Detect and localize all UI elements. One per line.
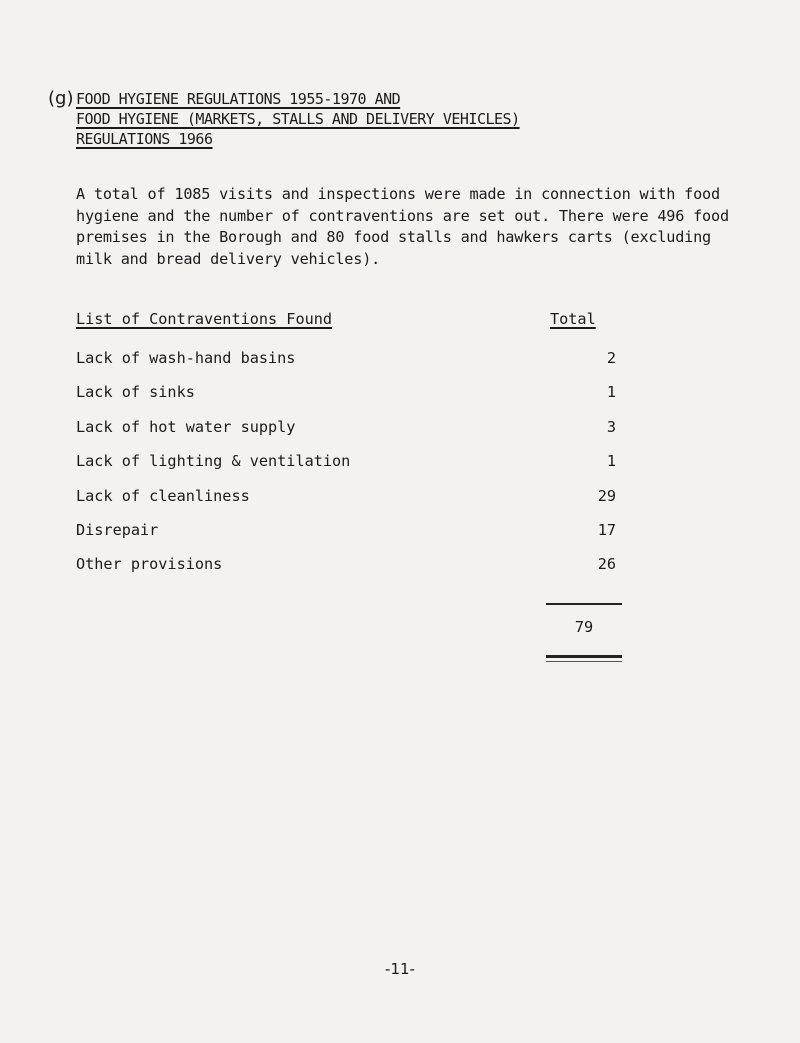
grand-total-value: 79 — [574, 618, 594, 636]
row-value: 1 — [606, 452, 616, 471]
total-rule-top — [546, 603, 622, 605]
row-label: Lack of hot water supply — [76, 417, 296, 436]
row-value: 2 — [606, 349, 616, 367]
row-value: 1 — [606, 383, 616, 402]
row-value: 3 — [606, 417, 616, 436]
contraventions-table — [76, 349, 616, 590]
section-marker: (g) — [48, 88, 74, 109]
table-row — [76, 349, 616, 383]
heading-line-2: FOOD HYGIENE (MARKETS, STALLS AND DELIVERY VEHICLES) — [76, 110, 520, 128]
total-rule-bottom — [546, 655, 622, 658]
row-value: 17 — [597, 520, 616, 539]
table-row — [76, 452, 616, 486]
intro-paragraph: A total of 1085 visits and inspections were made in connection with food hygiene and the number of contraventions are set out. There were 496 food premises in the Borough and 80 food stalls and hawkers carts (excluding milk and bread delivery vehicles). — [76, 185, 729, 268]
row-label: Lack of cleanliness — [76, 486, 250, 505]
page-number: -11- — [385, 960, 415, 978]
row-value: 26 — [597, 555, 616, 574]
row-label: Disrepair — [76, 520, 159, 539]
table-header-label: List of Contraventions Found — [76, 310, 333, 328]
table-row — [76, 383, 616, 417]
row-label: Other provisions — [76, 555, 223, 574]
row-label: Lack of lighting & ventilation — [76, 452, 351, 471]
table-row — [76, 487, 616, 521]
total-rule-bottom-double — [546, 661, 622, 662]
table-header-total: Total — [550, 310, 596, 328]
row-label: Lack of wash-hand basins — [76, 349, 296, 367]
heading-line-3: REGULATIONS 1966 — [76, 130, 213, 148]
table-row — [76, 418, 616, 452]
table-row — [76, 521, 616, 555]
row-label: Lack of sinks — [76, 383, 195, 402]
row-value: 29 — [597, 486, 616, 505]
table-row — [76, 555, 616, 589]
heading-line-1: FOOD HYGIENE REGULATIONS 1955-1970 AND — [76, 90, 401, 108]
